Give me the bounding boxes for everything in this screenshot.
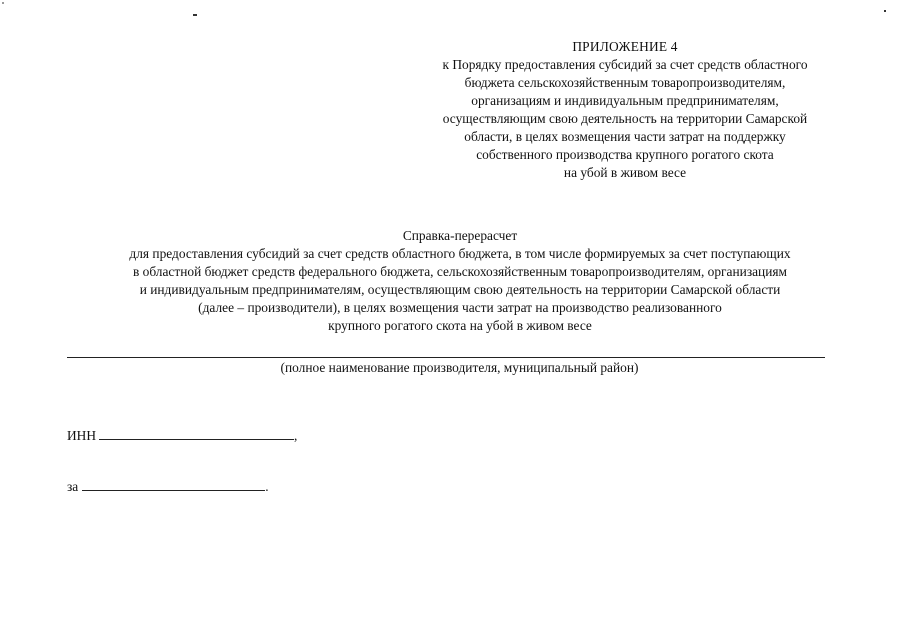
document-title-block — [60, 227, 860, 335]
period-field — [67, 478, 269, 496]
scan-speck — [2, 2, 4, 4]
inn-blank — [99, 427, 294, 440]
inn-label: ИНН — [67, 428, 97, 443]
document-title: Справка-перерасчет — [402, 228, 518, 243]
document-subtitle-line: крупного рогатого скота на убой в живом весе — [328, 318, 592, 333]
document-subtitle-line: для предоставления субсидий за счет средств областного бюджета, в том числе формируемых за счет поступающих — [129, 246, 791, 261]
appendix-line: к Порядку предоставления субсидий за счет средств областного — [442, 57, 808, 72]
inn-field — [67, 427, 297, 445]
period-blank — [82, 478, 265, 491]
scan-speck — [884, 10, 886, 12]
document-subtitle-line: в областной бюджет средств федерального бюджета, сельскохозяйственным товаропроизводителям, организациям — [132, 264, 788, 279]
appendix-line: области, в целях возмещения части затрат на поддержку — [464, 129, 786, 144]
producer-name-line — [67, 357, 825, 358]
appendix-title: ПРИЛОЖЕНИЕ 4 — [572, 39, 678, 54]
period-suffix: . — [265, 479, 269, 494]
appendix-line: на убой в живом весе — [563, 165, 687, 180]
inn-suffix: , — [294, 428, 298, 443]
scan-speck — [193, 14, 197, 16]
document-subtitle-line: и индивидуальным предпринимателям, осуществляющим свою деятельность на территории Самарской области — [139, 282, 781, 297]
appendix-line: собственного производства крупного рогатого скота — [476, 147, 774, 162]
appendix-line: организациям и индивидуальным предпринимателям, — [471, 93, 779, 108]
appendix-header — [400, 38, 850, 182]
period-label: за — [67, 479, 79, 494]
appendix-line: осуществляющим свою деятельность на территории Самарской — [442, 111, 808, 126]
appendix-line: бюджета сельскохозяйственным товаропроизводителям, — [464, 75, 786, 90]
producer-name-caption: (полное наименование производителя, муниципальный район) — [280, 360, 639, 375]
document-subtitle-line: (далее – производители), в целях возмещения части затрат на производство реализованного — [198, 300, 722, 315]
